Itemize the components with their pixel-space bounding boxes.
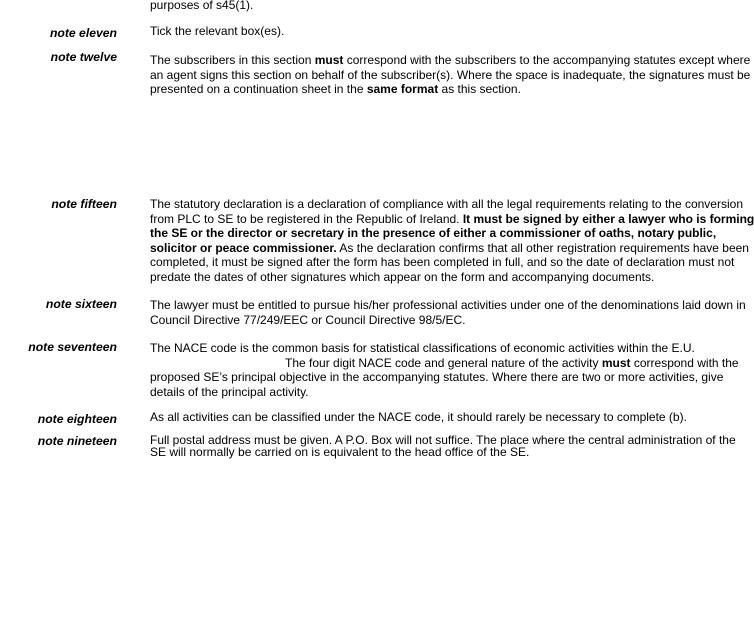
note-nineteen-label: note nineteen — [37, 434, 117, 448]
note-fifteen-text: The statutory declaration is a declaration of compliance with all the legal requirements relating to the conversion from PLC to SE to be registered in the Republic of Ireland. It must be signed by either a lawyer who is forming the SE or the director or secretary in the presence of either a commissioner of oaths, notary public, solicitor or peace commissioner. As the declaration confirms that all other registration requirements have been completed, it must be signed after the form has been completed in full, and so the date of declaration must not predate the dates of other signatures which appear on the form and accompanying documents. — [150, 197, 754, 284]
note-sixteen-text: The lawyer must be entitled to pursue his/her professional activities under one of the denominations laid down in Council Directive 77/249/EEC or Council Directive 98/5/EC. — [150, 298, 746, 327]
top-fragment-text: purposes of s45(1). — [150, 0, 254, 12]
note-seventeen-text: The NACE code is the common basis for statistical classifications of economic activities within the E.U. The four digit NACE code and general nature of the activity must correspond with the proposed SE’s principal objective in the accompanying statutes. Where there are two or more activities, give details of the principal activity. — [150, 341, 739, 399]
note-eleven-text: Tick the relevant box(es). — [150, 24, 285, 38]
note-twelve-label: note twelve — [50, 50, 117, 64]
note-eighteen-text: As all activities can be classified under the NACE code, it should rarely be necessary to complete (b). — [150, 410, 687, 424]
note-seventeen-label: note seventeen — [28, 340, 117, 354]
note-nineteen-text: Full postal address must be given. A P.O. Box will not suffice. The place where the central administration of the SE will normally be carried on is equivalent to the head office of the SE. — [150, 433, 736, 459]
note-twelve-text: The subscribers in this section must correspond with the subscribers to the accompanying statutes except where an agent signs this section on behalf of the subscriber(s). Where the space is inadequate, the signatures must be presented on a continuation sheet in the same format as this section. — [150, 53, 751, 96]
note-fifteen-label: note fifteen — [51, 197, 117, 211]
note-eleven-label: note eleven — [49, 26, 117, 40]
note-sixteen-label: note sixteen — [45, 297, 117, 311]
note-eighteen-label: note eighteen — [37, 412, 117, 426]
